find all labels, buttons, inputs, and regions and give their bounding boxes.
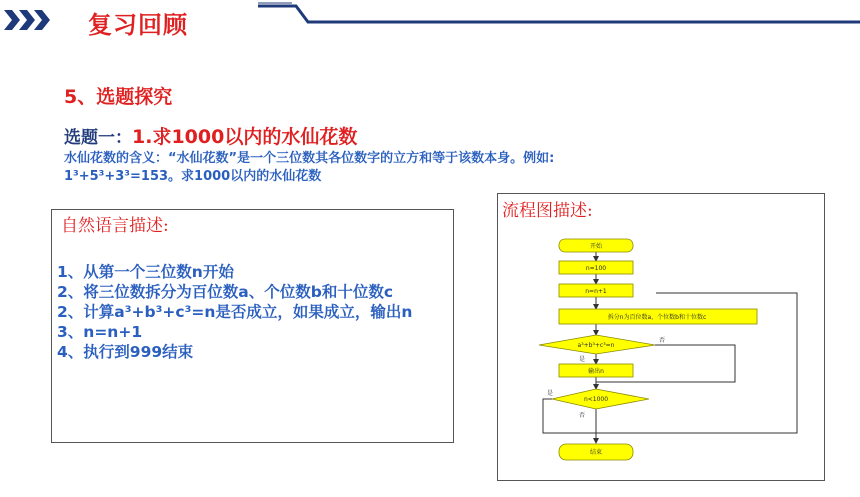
flowchart [497,193,825,481]
description-line-1: 水仙花数的含义：“水仙花数”是一个三位数其各位数字的立方和等于该数本身。例如: [64,151,555,166]
description [64,150,764,186]
step-3: 2、计算a³+b³+c³=n是否成立，如果成立，输出n [57,303,413,321]
condition-label: a³+b³+c³=n [577,342,615,349]
inc-label: n=n+1 [585,288,607,295]
init-label: n=100 [585,265,607,272]
topic-label: 选题一： [64,128,132,148]
step-5: 4、执行到999结束 [57,343,194,361]
header-divider [0,0,860,40]
step-4: 3、n=n+1 [57,323,143,341]
header-title: 复习回顾 [88,11,188,39]
end-label: 结束 [589,449,603,456]
edge-label-yes-2: 是 [547,390,554,397]
edge-label-yes-1: 是 [579,356,586,363]
loop-label: n<1000 [583,396,609,403]
step-2: 2、将三位数拆分为百位数a、个位数b和十位数c [57,283,394,301]
topic-heading [64,122,357,149]
start-label: 开始 [589,243,603,250]
steps-list [57,262,452,362]
split-label: 拆分n为百位数a、个位数b和十位数c [607,314,707,321]
description-line-2: 1³+5³+3³=153。求1000以内的水仙花数 [64,169,322,184]
section-title: 5、选题探究 [64,86,173,108]
edge-label-no-2: 否 [579,412,586,419]
flowchart-nodes [539,239,757,460]
natural-language-heading: 自然语言描述: [61,216,169,236]
edge-label-no-1: 否 [659,337,666,344]
flowchart-heading: 流程图描述: [502,201,593,221]
output-label: 输出n [588,368,604,375]
step-1: 1、从第一个三位数n开始 [57,263,234,281]
topic-title: 1.求1000以内的水仙花数 [132,126,358,148]
